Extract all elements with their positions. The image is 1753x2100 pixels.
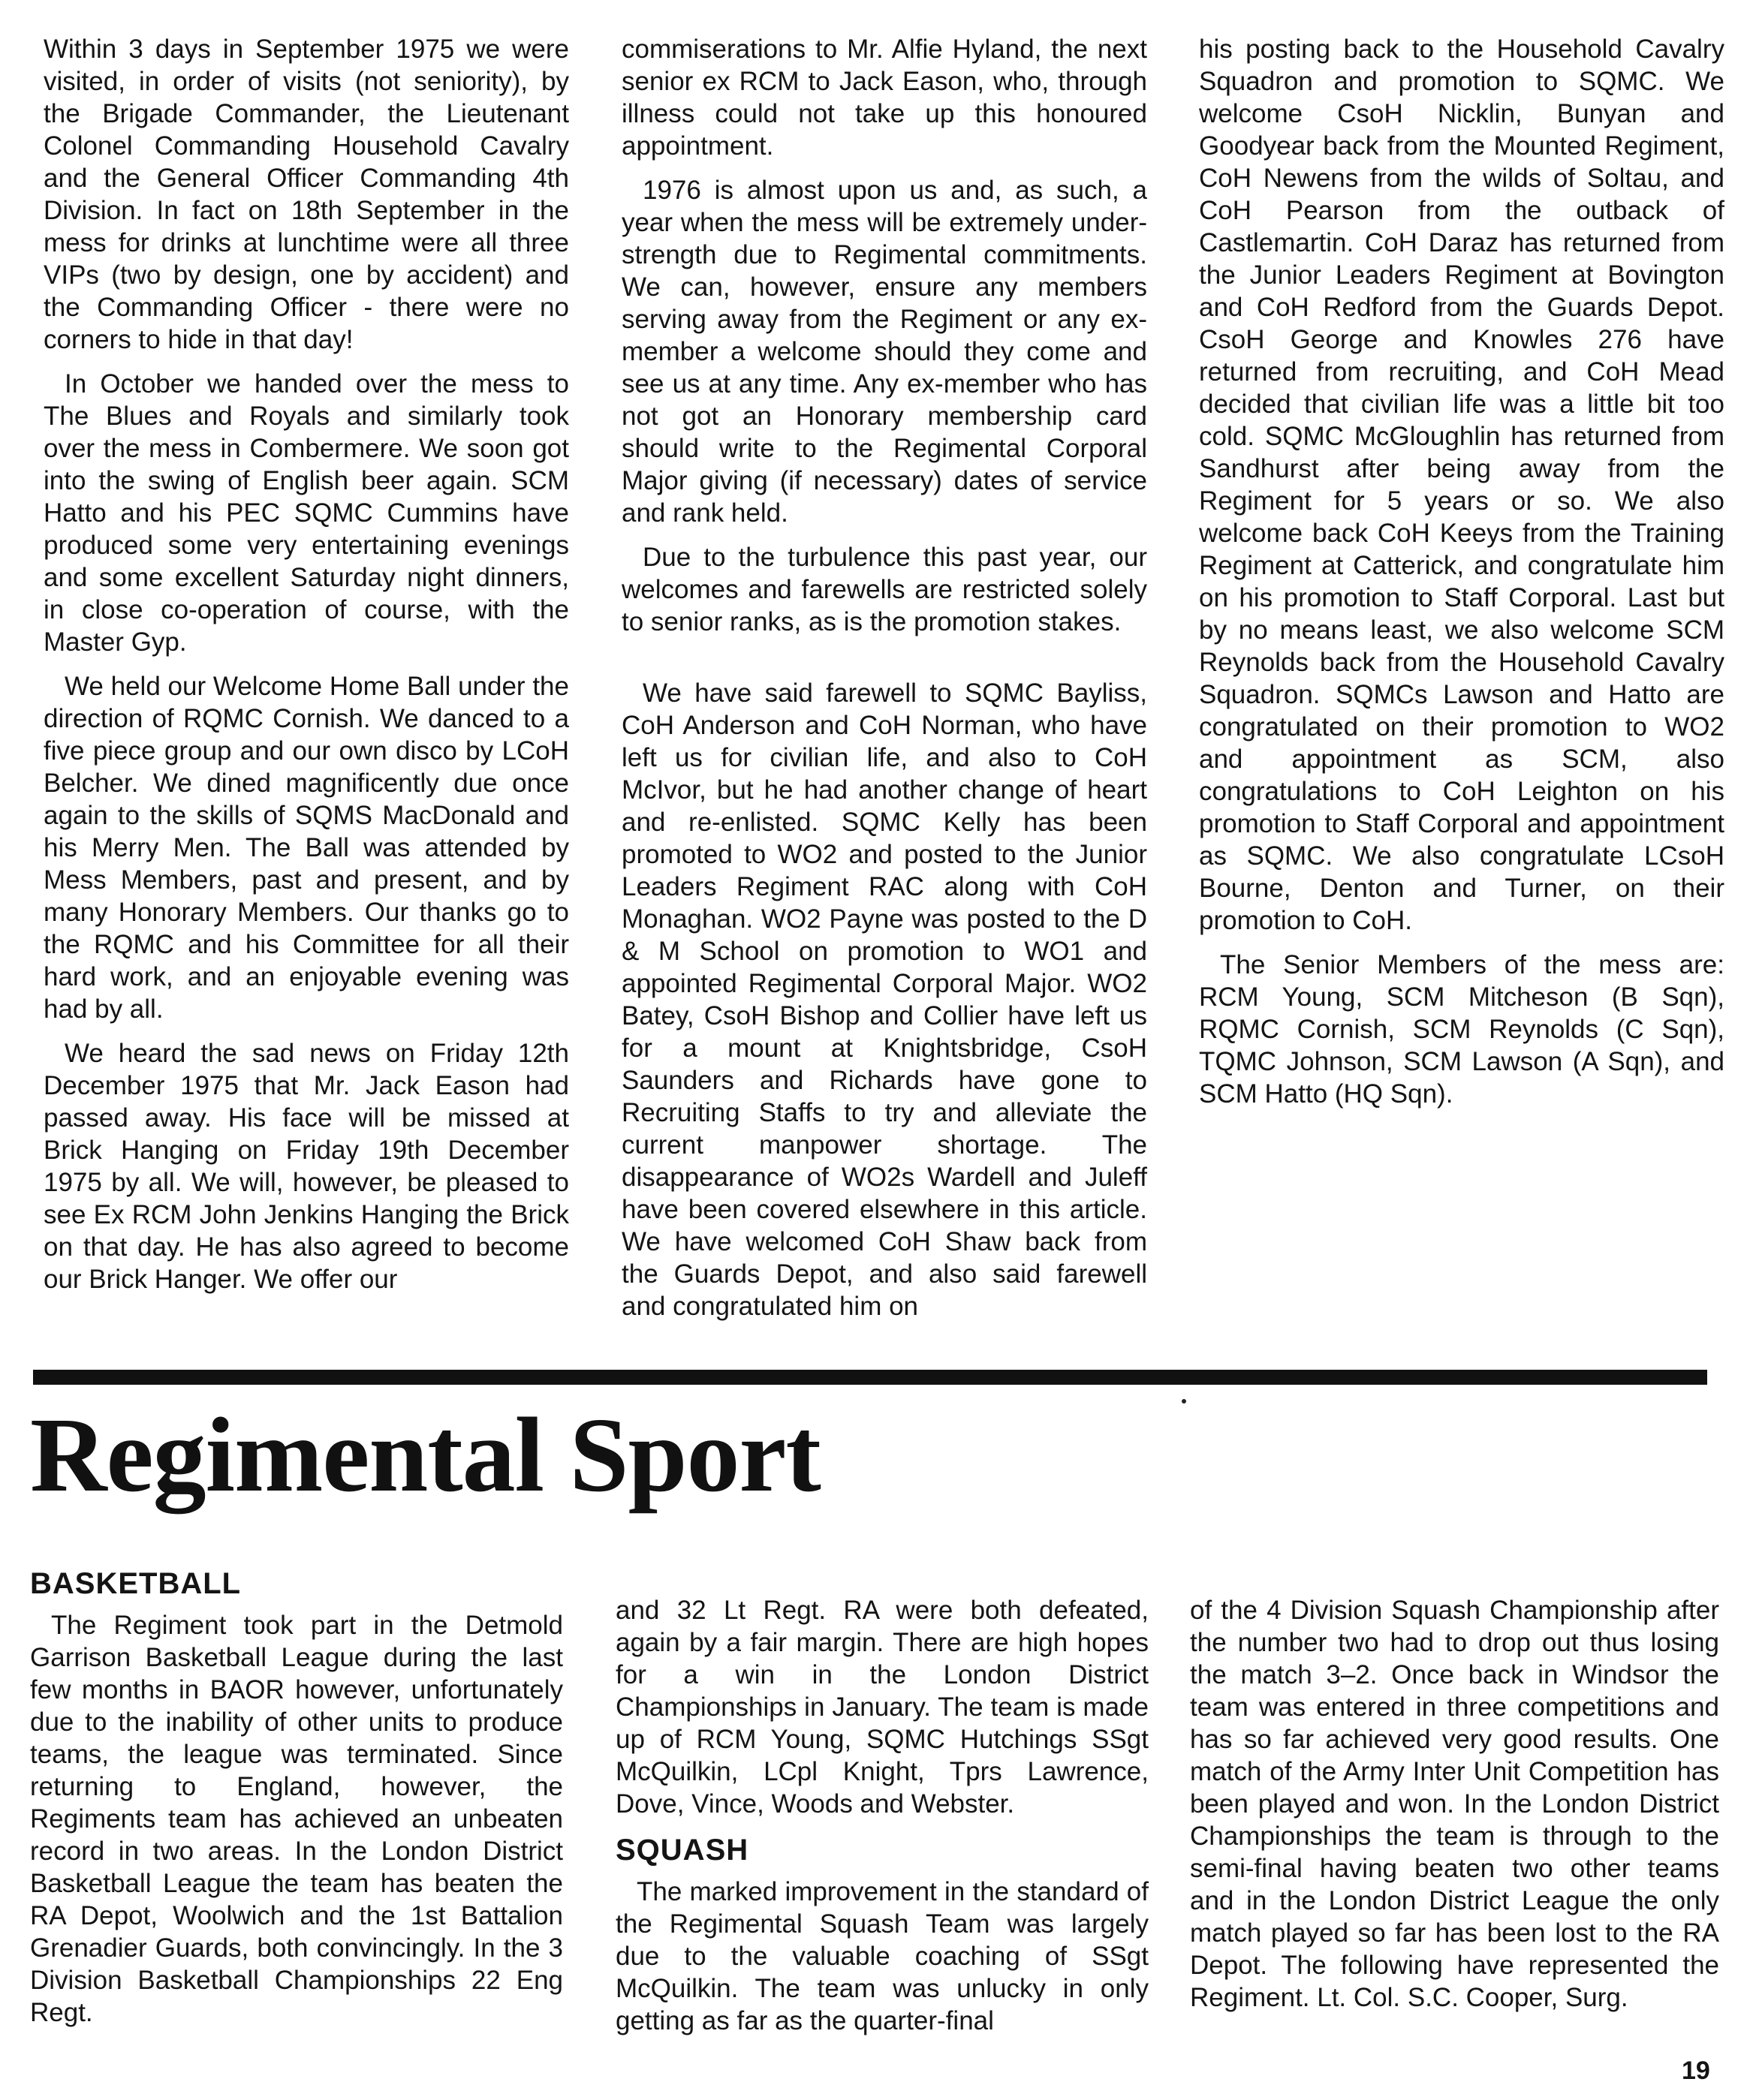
mess-paragraph-farewells: We have said farewell to SQMC Bayliss, CoH Anderson and CoH Norman, who have left us for civilian life, and also to CoH McIvor, but he had another change of heart and re-enlisted. SQMC Kelly has been promoted to WO2 and posted to the Junior Leaders Regiment RAC along with CoH Monaghan. WO2 Payne was posted to the D & M School on promotion to WO1 and appointed Regimental Corporal Major. WO2 Batey, CsoH Bishop and Collier have left us for a mount at Knightsbridge, CsoH Saunders and Richards have gone to Recruiting Staffs to try and alleviate the current manpower shortage. The disappearance of WO2s Wardell and Juleff have been covered elsewhere in this article. We have welcomed CoH Shaw back from the Guards Depot, and also said farewell and congratulated him on	[622, 678, 1147, 1321]
squash-paragraph-1: The marked improvement in the standard of the Regimental Squash Team was largely due to the valuable coaching of SSgt McQuilkin. The team was unlucky in only getting as far as the quarter-final	[616, 1877, 1149, 2035]
mess-paragraph-eason: We heard the sad news on Friday 12th December 1975 that Mr. Jack Eason had passed away. His face will be missed at Brick Hanging on Friday 19th December 1975 by all. We will, however, be pleased to see Ex RCM John Jenkins Hanging the Brick on that day. He has also agreed to become our Brick Hanger. We offer our	[44, 1039, 569, 1294]
sport-column-1	[30, 1566, 563, 2041]
basketball-heading: BASKETBALL	[30, 1567, 242, 1600]
mess-paragraph-visits: Within 3 days in September 1975 we were visited, in order of visits (not seniority), by the Brigade Commander, the Lieutenant Colonel Commanding Household Cavalry and the General Officer Commanding 4th Division. In fact on 18th September in the mess for drinks at lunchtime were all three VIPs (two by design, one by accident) and the Commanding Officer - there were no corners to hide in that day!	[44, 35, 569, 354]
sport-column-3	[1190, 1594, 1719, 2026]
mess-notes-column-3	[1199, 33, 1724, 1122]
squash-heading: SQUASH	[616, 1834, 749, 1867]
squash-paragraph-2: of the 4 Division Squash Championship after the number two had to drop out thus losing the match 3–2. Once back in Windsor the team was entered in three competitions and has so far achieved very good results. One match of the Army Inter Unit Competition has been played and won. In the London District Championships the team is through to the semi-final having beaten two other teams and in the London District League the only match played so far has been lost to the RA Depot. The following have represented the Regiment. Lt. Col. S.C. Cooper, Surg.	[1190, 1596, 1719, 2012]
mess-paragraph-ball: We held our Welcome Home Ball under the direction of RQMC Cornish. We danced to a five piece group and our own disco by LCoH Belcher. We dined magnificently due once again to the skills of SQMS MacDonald and his Merry Men. The Ball was attended by Mess Members, past and present, and by many Honorary Members. Our thanks go to the RQMC and his Committee for all their hard work, and an enjoyable evening was had by all.	[44, 672, 569, 1024]
mess-paragraph-commiserations: commiserations to Mr. Alfie Hyland, the next senior ex RCM to Jack Eason, who, through illness could not take up this honoured appointment.	[622, 35, 1147, 161]
basketball-paragraph-1: The Regiment took part in the Detmold Garrison Basketball League during the last few months in BAOR however, unfortunately due to the inability of other units to produce teams, the league was terminated. Since returning to England, however, the Regiments team has achieved an unbeaten record in two areas. In the London District Basketball League the team has beaten the RA Depot, Woolwich and the 1st Battalion Grenadier Guards, both convincingly. In the 3 Division Basketball Championships 22 Eng Regt.	[30, 1611, 563, 2027]
sport-column-2	[616, 1594, 1149, 2049]
mess-paragraph-1976: 1976 is almost upon us and, as such, a year when the mess will be extremely under-strength due to Regimental commitments. We can, however, ensure any members serving away from the Regiment or any ex-member a welcome should they come and see us at any time. Any ex-member who has not got an Honorary membership card should write to the Regimental Corporal Major giving (if necessary) dates of service and rank held.	[622, 176, 1147, 528]
section-divider-rule	[33, 1370, 1707, 1385]
page-number: 19	[1682, 2056, 1710, 2085]
mess-notes-column-2	[622, 33, 1147, 1334]
basketball-paragraph-2: and 32 Lt Regt. RA were both defeated, again by a fair margin. There are high hopes for a win in the London District Championships in January. The team is made up of RCM Young, SQMC Hutchings SSgt McQuilkin, LCpl Knight, Tprs Lawrence, Dove, Vince, Woods and Webster.	[616, 1596, 1149, 1819]
mess-paragraph-october: In October we handed over the mess to The Blues and Royals and similarly took over the mess in Combermere. We soon got into the swing of English beer again. SCM Hatto and his PEC SQMC Cummins have produced some very entertaining evenings and some excellent Saturday night dinners, in close co-operation of course, with the Master Gyp.	[44, 369, 569, 657]
mess-paragraph-turbulence: Due to the turbulence this past year, our welcomes and farewells are restricted solely to senior ranks, as is the promotion stakes.	[622, 543, 1147, 636]
mess-paragraph-welcomes: his posting back to the Household Cavalry Squadron and promotion to SQMC. We welcome CsoH Nicklin, Bunyan and Goodyear back from the Mounted Regiment, CoH Newens from the wilds of Soltau, and CoH Pearson from the outback of Castlemartin. CoH Daraz has returned from the Junior Leaders Regiment at Bovington and CoH Redford from the Guards Depot. CsoH George and Knowles 276 have returned from recruiting, and CoH Mead decided that civilian life was a little bit too cold. SQMC McGloughlin has returned from Sandhurst after being away from the Regiment for 5 years or so. We also welcome back CoH Keeys from the Training Regiment at Catterick, and congratulate him on his promotion to Staff Corporal. Last but by no means least, we also welcome SCM Reynolds back from the Household Cavalry Squadron. SQMCs Lawson and Hatto are congratulated on their promotion to WO2 and appointment as SCM, also congratulations to CoH Leighton on his promotion to Staff Corporal and appointment as SQMC. We also congratulate LCsoH Bourne, Denton and Turner, on their promotion to CoH.	[1199, 35, 1724, 935]
mess-paragraph-senior-members: The Senior Members of the mess are: RCM Young, SCM Mitcheson (B Sqn), RQMC Cornish, SCM Reynolds (C Sqn), TQMC Johnson, SCM Lawson (A Sqn), and SCM Hatto (HQ Sqn).	[1199, 950, 1724, 1109]
mess-notes-column-1	[44, 33, 569, 1307]
section-title: Regimental Sport	[30, 1395, 821, 1514]
print-speck	[1182, 1399, 1186, 1404]
